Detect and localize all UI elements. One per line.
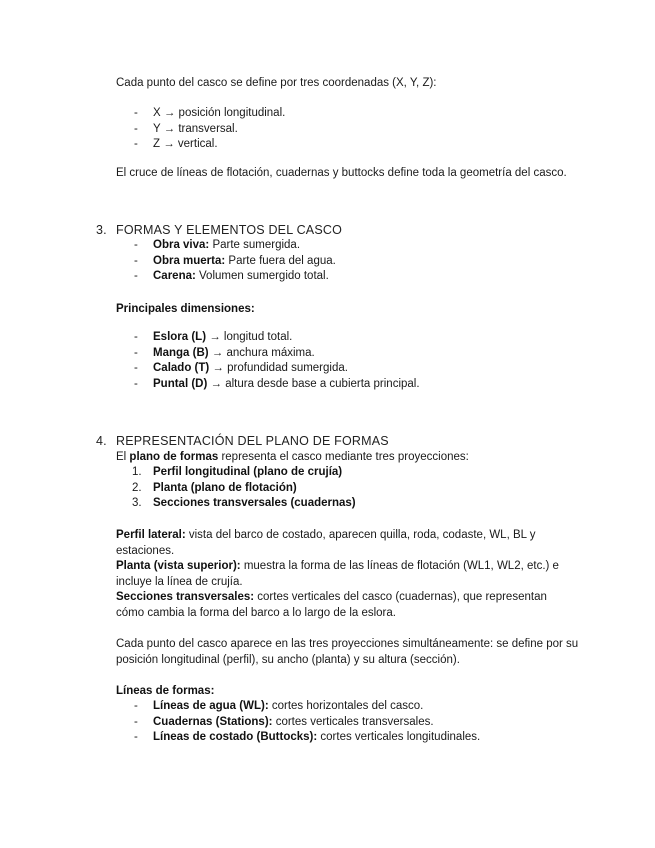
bullet-dash: - xyxy=(134,700,138,712)
perfil-lateral-paragraph: Perfil lateral: vista del barco de costado, aparecen quilla, roda, codaste, WL, BL y estaciones. xyxy=(116,529,536,557)
bullet-dash: - xyxy=(134,362,138,374)
item-number: 1. xyxy=(132,466,142,478)
coordinates-paragraph: Cada punto del casco se define por tres coordenadas (X, Y, Z): xyxy=(116,77,437,89)
item-number: 3. xyxy=(132,497,142,509)
list-item: - Eslora (L) → longitud total. xyxy=(116,330,596,346)
plano-intro-paragraph: El plano de formas representa el casco mediante tres proyecciones: xyxy=(116,451,469,463)
section-title: REPRESENTACIÓN DEL PLANO DE FORMAS xyxy=(116,434,389,448)
bullet-dash: - xyxy=(134,346,138,359)
section-title: FORMAS Y ELEMENTOS DEL CASCO xyxy=(116,223,343,237)
bullet-dash: - xyxy=(134,270,138,282)
bullet-dash: - xyxy=(134,122,138,135)
bullet-dash: - xyxy=(134,331,138,343)
secciones-paragraph: Secciones transversales: cortes verticales del casco (cuadernas), que representan cómo cambia la forma del barco a lo largo de la eslora. xyxy=(116,591,547,619)
bullet-dash: - xyxy=(134,239,138,251)
list-item: - Líneas de costado (Buttocks): cortes verticales longitudinales. xyxy=(116,730,596,746)
list-item: - Obra viva: Parte sumergida. xyxy=(116,238,596,254)
list-item: 3. Secciones transversales (cuadernas) xyxy=(116,496,596,512)
list-item: - Líneas de agua (WL): cortes horizontales del casco. xyxy=(116,699,596,715)
section-3-heading xyxy=(96,222,342,238)
bullet-dash: - xyxy=(134,107,138,119)
item-number: 2. xyxy=(132,481,142,494)
list-item: - Z → vertical. xyxy=(116,137,596,153)
list-item: - X → posición longitudinal. xyxy=(116,106,596,122)
bullet-dash: - xyxy=(134,138,138,150)
list-item: - Manga (B) → anchura máxima. xyxy=(116,346,596,362)
planta-paragraph: Planta (vista superior): muestra la forma de las líneas de flotación (WL1, WL2, etc.) e incluye la línea de crujía. xyxy=(116,560,559,588)
bullet-dash: - xyxy=(134,715,138,728)
list-item: - Carena: Volumen sumergido total. xyxy=(116,269,596,285)
projections-list xyxy=(116,465,596,512)
list-item: - Obra muerta: Parte fuera del agua. xyxy=(116,254,596,270)
dimensions-heading: Principales dimensiones: xyxy=(116,303,255,315)
form-lines-list xyxy=(116,699,596,746)
list-item: 1. Perfil longitudinal (plano de crujía) xyxy=(116,465,596,481)
list-item: - Calado (T) → profundidad sumergida. xyxy=(116,361,596,377)
bullet-dash: - xyxy=(134,731,138,743)
bullet-dash: - xyxy=(134,254,138,267)
list-item: - Puntal (D) → altura desde base a cubierta principal. xyxy=(116,377,596,393)
list-item: 2. Planta (plano de flotación) xyxy=(116,481,596,497)
bullet-dash: - xyxy=(134,377,138,390)
geometry-paragraph: El cruce de líneas de flotación, cuadernas y buttocks define toda la geometría del casco. xyxy=(116,167,567,179)
list-item: - Cuadernas (Stations): cortes verticales transversales. xyxy=(116,715,596,731)
coordinates-list xyxy=(116,106,596,153)
section-4-heading xyxy=(96,433,389,449)
hull-parts-list xyxy=(116,238,596,285)
list-item: - Y → transversal. xyxy=(116,122,596,138)
section-number: 4. xyxy=(96,434,107,448)
lines-heading: Líneas de formas: xyxy=(116,685,215,697)
section-number: 3. xyxy=(96,223,107,237)
simultaneous-paragraph: Cada punto del casco aparece en las tres proyecciones simultáneamente: se define por su posición longitudinal (perfil), su ancho (planta) y su altura (sección). xyxy=(116,638,579,666)
dimensions-list xyxy=(116,330,596,392)
